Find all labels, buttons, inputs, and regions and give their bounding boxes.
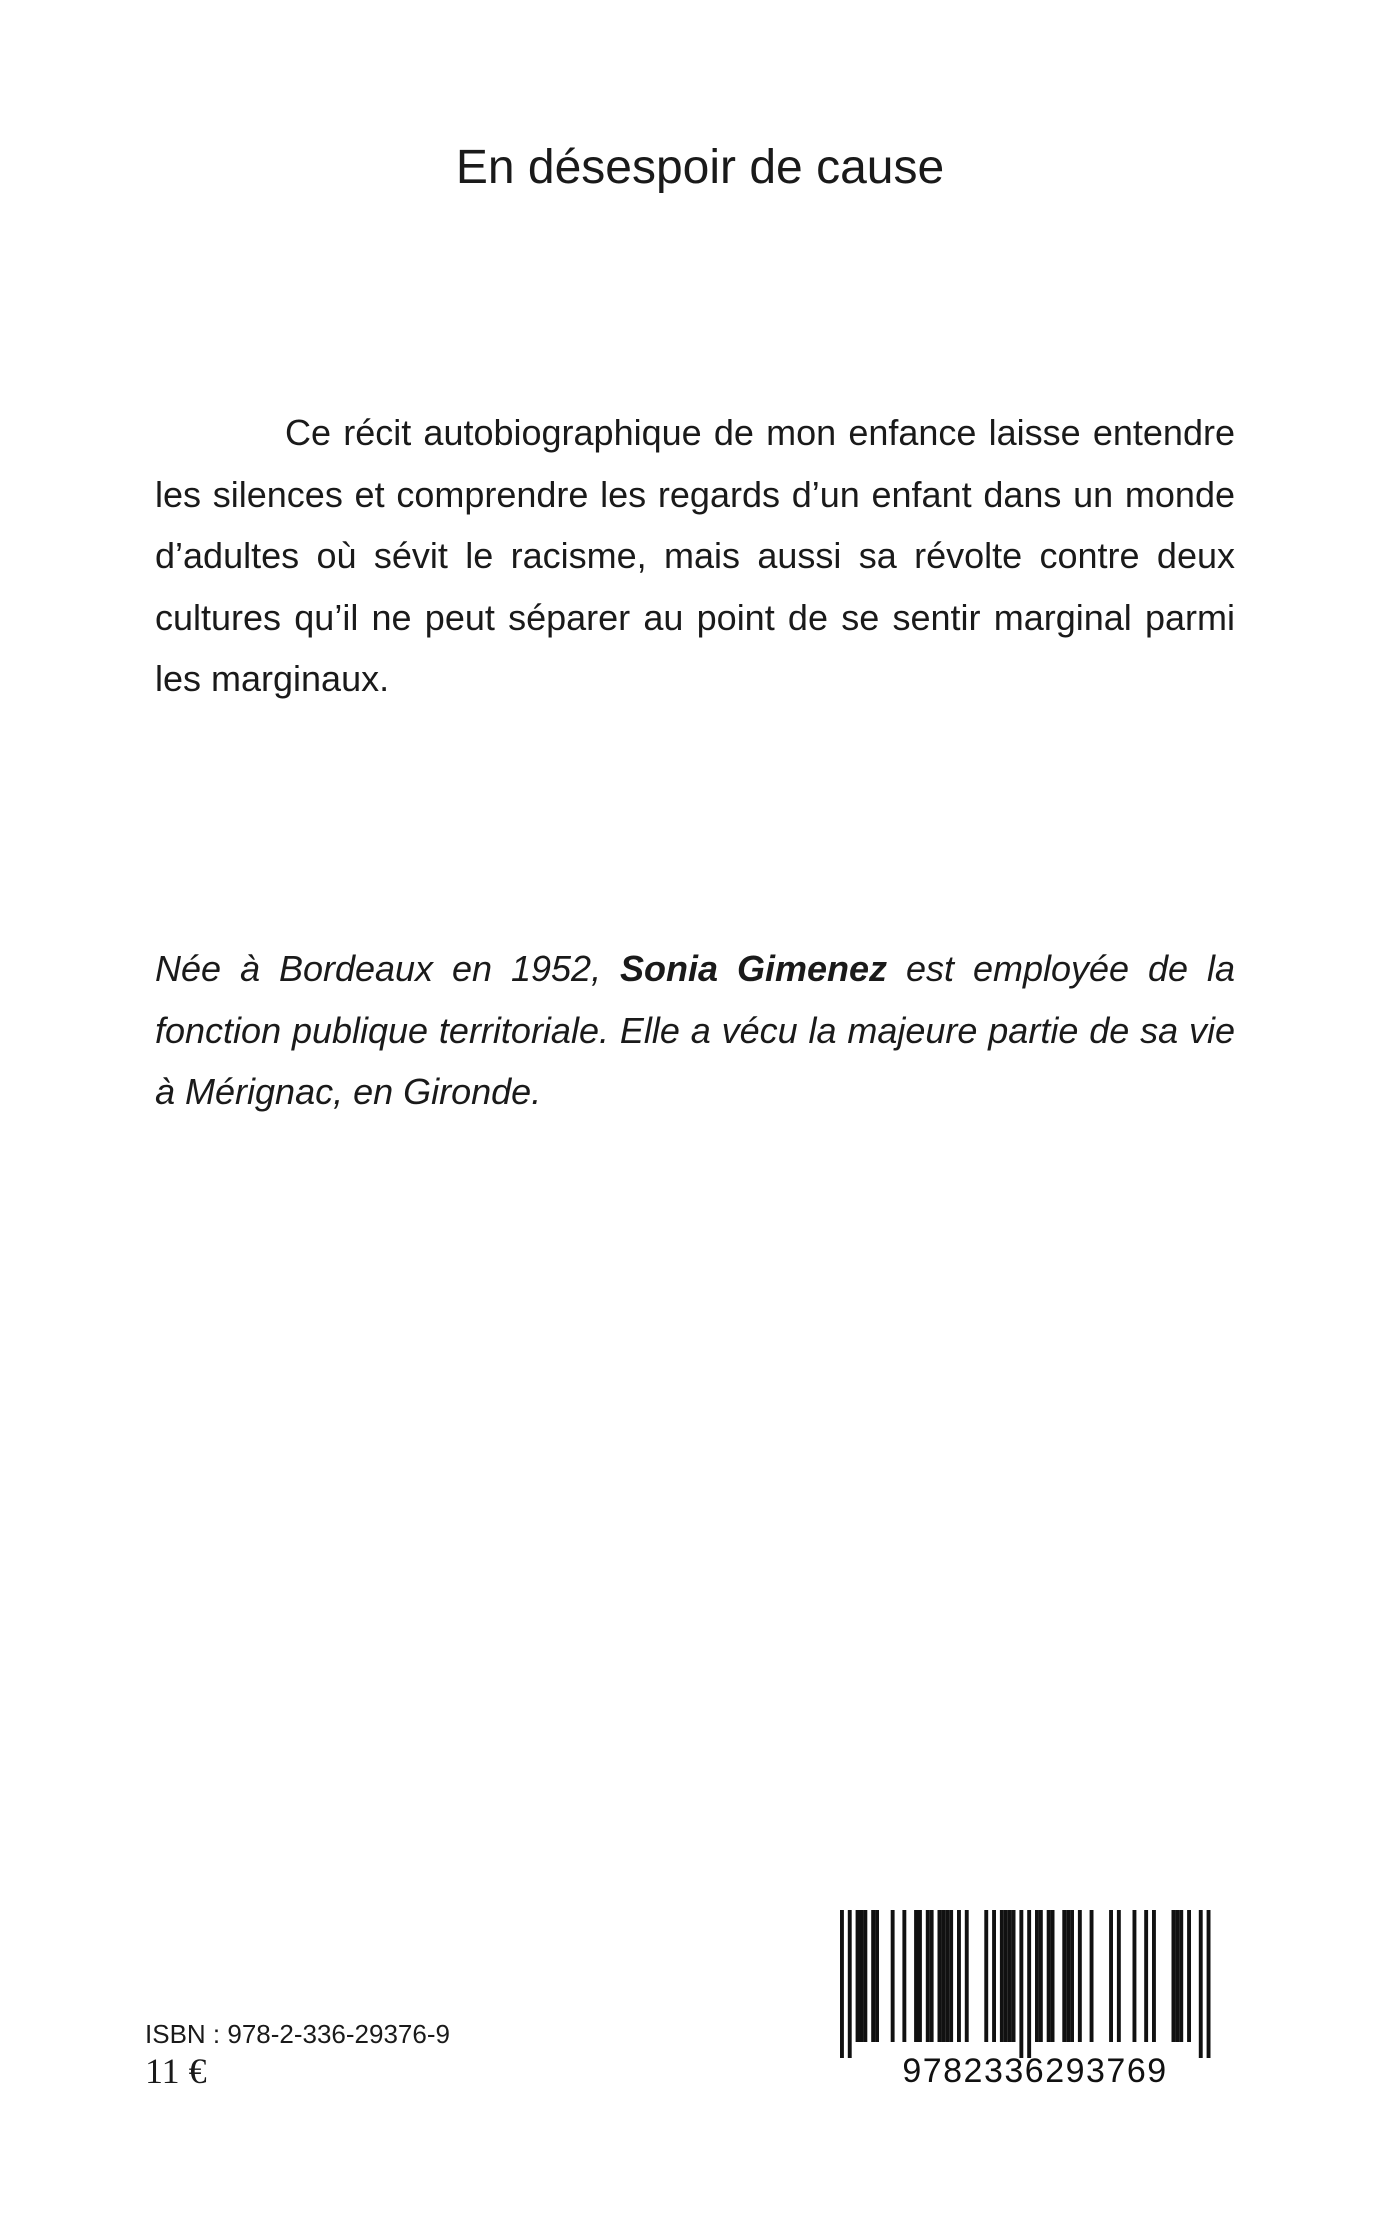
barcode-bar — [914, 1910, 918, 2042]
barcode-bar — [938, 1910, 942, 2042]
barcode-bar — [1004, 1910, 1008, 2042]
barcode — [830, 1910, 1240, 2090]
barcode-bar — [860, 1910, 864, 2042]
barcode-bar — [1187, 1910, 1191, 2042]
barcode-bar — [984, 1910, 988, 2042]
barcode-bar — [902, 1910, 906, 2042]
author-bio — [155, 938, 1235, 1123]
barcode-bar — [926, 1910, 930, 2042]
barcode-bar — [1000, 1910, 1004, 2042]
barcode-bar — [918, 1910, 922, 2042]
barcode-bar — [1144, 1910, 1148, 2042]
barcode-bar — [992, 1910, 996, 2042]
barcode-bar — [1175, 1910, 1179, 2042]
barcode-bar — [1152, 1910, 1156, 2042]
barcode-bars — [840, 1910, 1211, 2058]
barcode-bar — [1090, 1910, 1094, 2042]
barcode-digits: 9782336293769 — [902, 2052, 1168, 2090]
barcode-bar — [1133, 1910, 1137, 2042]
barcode-bar — [1117, 1910, 1121, 2042]
isbn-label: ISBN : 978-2-336-29376-9 — [145, 2019, 450, 2049]
barcode-bar — [1066, 1910, 1070, 2042]
barcode-bar — [856, 1910, 860, 2042]
book-title: En désespoir de cause — [455, 141, 945, 194]
barcode-bar — [1027, 1910, 1031, 2058]
barcode-bar — [1035, 1910, 1039, 2042]
barcode-bar — [848, 1910, 852, 2058]
barcode-bar — [1179, 1910, 1183, 2042]
barcode-bar — [875, 1910, 879, 2042]
author-name: Sonia Gimenez — [620, 948, 888, 989]
barcode-bar — [1172, 1910, 1176, 2042]
barcode-bar — [1008, 1910, 1012, 2042]
barcode-bar — [1109, 1910, 1113, 2042]
barcode-bar — [863, 1910, 867, 2042]
barcode-bar — [930, 1910, 934, 2042]
barcode-bar — [941, 1910, 945, 2042]
bio-suffix: est employée de la fonction publique territoriale. Elle a vécu la majeure partie de sa vie à Mérignac, en Gironde. — [155, 948, 1236, 1112]
barcode-bar — [965, 1910, 969, 2042]
barcode-bar — [1199, 1910, 1203, 2058]
barcode-bar — [1047, 1910, 1051, 2042]
barcode-bar — [945, 1910, 949, 2042]
barcode-bar — [949, 1910, 953, 2042]
barcode-bar — [1078, 1910, 1082, 2042]
barcode-bar — [891, 1910, 895, 2042]
barcode-bar — [957, 1910, 961, 2042]
barcode-bar — [871, 1910, 875, 2042]
barcode-bar — [1019, 1910, 1023, 2058]
barcode-bar — [1012, 1910, 1016, 2042]
barcode-bar — [1051, 1910, 1055, 2042]
barcode-bar — [1070, 1910, 1074, 2042]
barcode-bar — [1039, 1910, 1043, 2042]
barcode-bar — [840, 1910, 844, 2058]
barcode-bar — [1062, 1910, 1066, 2042]
price-label: 11 € — [145, 2051, 207, 2091]
bio-prefix: Née à Bordeaux en 1952, — [155, 948, 621, 989]
book-summary: Ce récit autobiographique de mon enfance laisse entendre les silences et comprendre les regards d’un enfant dans un monde d’adultes où sévit le racisme, mais aussi sa révolte contre deux cultures qu’il ne peut séparer au point de se sentir marginal parmi les marginaux. — [155, 412, 1235, 699]
barcode-bar — [1207, 1910, 1211, 2058]
